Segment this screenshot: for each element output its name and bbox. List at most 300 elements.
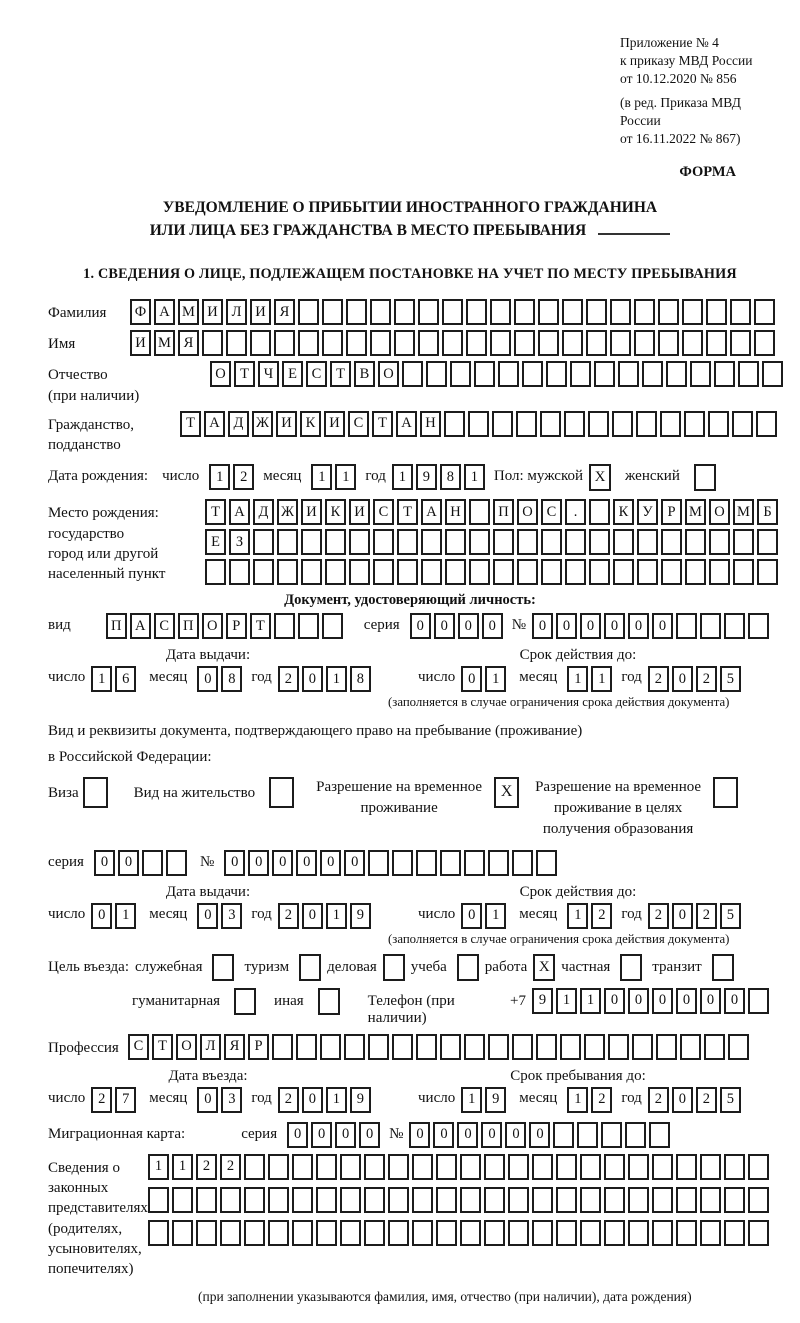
char-cell[interactable]	[658, 299, 679, 325]
char-cell[interactable]: 0	[676, 988, 697, 1014]
char-cell[interactable]	[604, 1220, 625, 1246]
female-checkbox[interactable]	[694, 464, 716, 491]
char-cell[interactable]	[325, 529, 346, 555]
char-cell[interactable]: 2	[278, 1087, 299, 1113]
char-cell[interactable]	[680, 1034, 701, 1060]
char-cell[interactable]	[762, 361, 783, 387]
char-cell[interactable]	[584, 1034, 605, 1060]
char-cell[interactable]	[658, 330, 679, 356]
char-cell[interactable]: С	[348, 411, 369, 437]
char-cell[interactable]: 0	[481, 1122, 502, 1148]
char-cell[interactable]: И	[202, 299, 223, 325]
char-cell[interactable]: 0	[302, 1087, 323, 1113]
char-cell[interactable]: О	[202, 613, 223, 639]
char-cell[interactable]	[652, 1187, 673, 1213]
char-cell[interactable]: 0	[197, 903, 218, 929]
char-cell[interactable]	[440, 1034, 461, 1060]
char-cell[interactable]	[202, 330, 223, 356]
temp-residence-checkbox[interactable]: X	[494, 777, 519, 808]
char-cell[interactable]: 1	[311, 464, 332, 490]
char-cell[interactable]: 0	[604, 613, 625, 639]
char-cell[interactable]: Ф	[130, 299, 151, 325]
char-cell[interactable]: Т	[250, 613, 271, 639]
char-cell[interactable]: 5	[720, 1087, 741, 1113]
residence-permit-checkbox[interactable]	[269, 777, 294, 808]
char-cell[interactable]: 2	[278, 903, 299, 929]
char-cell[interactable]	[586, 299, 607, 325]
char-cell[interactable]: 2	[696, 903, 717, 929]
char-cell[interactable]: 0	[433, 1122, 454, 1148]
temp-residence-education-checkbox[interactable]	[713, 777, 738, 808]
char-cell[interactable]: 0	[197, 1087, 218, 1113]
char-cell[interactable]: 1	[91, 666, 112, 692]
char-cell[interactable]	[426, 361, 447, 387]
char-cell[interactable]: И	[130, 330, 151, 356]
char-cell[interactable]: Е	[282, 361, 303, 387]
char-cell[interactable]: 1	[485, 903, 506, 929]
char-cell[interactable]	[586, 330, 607, 356]
char-cell[interactable]	[700, 1154, 721, 1180]
char-cell[interactable]	[148, 1187, 169, 1213]
char-cell[interactable]	[142, 850, 163, 876]
char-cell[interactable]: 1	[148, 1154, 169, 1180]
char-cell[interactable]	[493, 529, 514, 555]
char-cell[interactable]	[706, 330, 727, 356]
char-cell[interactable]	[604, 1187, 625, 1213]
char-cell[interactable]: 5	[720, 903, 741, 929]
char-cell[interactable]: А	[229, 499, 250, 525]
char-cell[interactable]	[370, 330, 391, 356]
char-cell[interactable]: А	[421, 499, 442, 525]
char-cell[interactable]: В	[354, 361, 375, 387]
char-cell[interactable]: 6	[115, 666, 136, 692]
char-cell[interactable]: Р	[248, 1034, 269, 1060]
char-cell[interactable]	[412, 1187, 433, 1213]
char-cell[interactable]	[316, 1220, 337, 1246]
char-cell[interactable]	[565, 559, 586, 585]
char-cell[interactable]	[508, 1187, 529, 1213]
purpose-work-checkbox[interactable]: X	[533, 954, 555, 981]
char-cell[interactable]	[466, 330, 487, 356]
char-cell[interactable]	[577, 1122, 598, 1148]
char-cell[interactable]	[196, 1220, 217, 1246]
char-cell[interactable]	[514, 299, 535, 325]
char-cell[interactable]: С	[373, 499, 394, 525]
char-cell[interactable]	[344, 1034, 365, 1060]
char-cell[interactable]: 2	[648, 666, 669, 692]
char-cell[interactable]	[613, 559, 634, 585]
char-cell[interactable]	[556, 1154, 577, 1180]
char-cell[interactable]	[508, 1154, 529, 1180]
char-cell[interactable]: 9	[532, 988, 553, 1014]
char-cell[interactable]	[364, 1220, 385, 1246]
char-cell[interactable]: 1	[464, 464, 485, 490]
char-cell[interactable]: М	[178, 299, 199, 325]
char-cell[interactable]	[532, 1187, 553, 1213]
char-cell[interactable]: И	[349, 499, 370, 525]
char-cell[interactable]: Т	[234, 361, 255, 387]
char-cell[interactable]: З	[229, 529, 250, 555]
char-cell[interactable]	[676, 1187, 697, 1213]
char-cell[interactable]: 0	[652, 988, 673, 1014]
char-cell[interactable]	[394, 330, 415, 356]
char-cell[interactable]	[610, 330, 631, 356]
char-cell[interactable]	[700, 613, 721, 639]
char-cell[interactable]	[748, 1154, 769, 1180]
char-cell[interactable]	[704, 1034, 725, 1060]
char-cell[interactable]: О	[176, 1034, 197, 1060]
char-cell[interactable]: О	[210, 361, 231, 387]
char-cell[interactable]: 0	[224, 850, 245, 876]
char-cell[interactable]	[492, 411, 513, 437]
purpose-tourism-checkbox[interactable]	[299, 954, 321, 981]
char-cell[interactable]	[268, 1154, 289, 1180]
char-cell[interactable]	[652, 1220, 673, 1246]
char-cell[interactable]: М	[154, 330, 175, 356]
char-cell[interactable]: Ж	[252, 411, 273, 437]
char-cell[interactable]: 1	[392, 464, 413, 490]
char-cell[interactable]	[292, 1220, 313, 1246]
char-cell[interactable]	[757, 529, 778, 555]
char-cell[interactable]	[220, 1220, 241, 1246]
char-cell[interactable]	[488, 1034, 509, 1060]
char-cell[interactable]: 0	[482, 613, 503, 639]
char-cell[interactable]: Ч	[258, 361, 279, 387]
char-cell[interactable]	[402, 361, 423, 387]
char-cell[interactable]	[316, 1187, 337, 1213]
char-cell[interactable]	[244, 1154, 265, 1180]
char-cell[interactable]: 2	[696, 1087, 717, 1113]
char-cell[interactable]	[656, 1034, 677, 1060]
char-cell[interactable]	[464, 1034, 485, 1060]
char-cell[interactable]	[450, 361, 471, 387]
char-cell[interactable]: 1	[326, 666, 347, 692]
char-cell[interactable]	[730, 330, 751, 356]
char-cell[interactable]	[460, 1154, 481, 1180]
char-cell[interactable]	[588, 411, 609, 437]
char-cell[interactable]: Л	[226, 299, 247, 325]
char-cell[interactable]	[322, 613, 343, 639]
char-cell[interactable]	[676, 1220, 697, 1246]
char-cell[interactable]	[564, 411, 585, 437]
char-cell[interactable]: 1	[567, 903, 588, 929]
purpose-transit-checkbox[interactable]	[712, 954, 734, 981]
char-cell[interactable]: 2	[696, 666, 717, 692]
char-cell[interactable]: 8	[440, 464, 461, 490]
char-cell[interactable]: С	[541, 499, 562, 525]
char-cell[interactable]	[738, 361, 759, 387]
char-cell[interactable]	[490, 299, 511, 325]
char-cell[interactable]: 0	[287, 1122, 308, 1148]
purpose-study-checkbox[interactable]	[457, 954, 479, 981]
char-cell[interactable]	[560, 1034, 581, 1060]
char-cell[interactable]	[445, 529, 466, 555]
char-cell[interactable]: Т	[180, 411, 201, 437]
char-cell[interactable]: С	[128, 1034, 149, 1060]
visa-checkbox[interactable]	[83, 777, 108, 808]
char-cell[interactable]	[666, 361, 687, 387]
char-cell[interactable]: Ж	[277, 499, 298, 525]
char-cell[interactable]: У	[637, 499, 658, 525]
char-cell[interactable]	[340, 1154, 361, 1180]
char-cell[interactable]	[676, 613, 697, 639]
char-cell[interactable]: 5	[720, 666, 741, 692]
char-cell[interactable]: Т	[330, 361, 351, 387]
char-cell[interactable]	[634, 299, 655, 325]
char-cell[interactable]: 1	[172, 1154, 193, 1180]
char-cell[interactable]: 1	[485, 666, 506, 692]
char-cell[interactable]	[706, 299, 727, 325]
char-cell[interactable]	[540, 411, 561, 437]
char-cell[interactable]: 9	[350, 903, 371, 929]
char-cell[interactable]	[553, 1122, 574, 1148]
char-cell[interactable]: 1	[326, 903, 347, 929]
char-cell[interactable]	[346, 330, 367, 356]
char-cell[interactable]	[748, 1187, 769, 1213]
char-cell[interactable]	[320, 1034, 341, 1060]
char-cell[interactable]	[484, 1154, 505, 1180]
char-cell[interactable]	[690, 361, 711, 387]
char-cell[interactable]: И	[276, 411, 297, 437]
char-cell[interactable]	[394, 299, 415, 325]
char-cell[interactable]	[565, 529, 586, 555]
char-cell[interactable]: 2	[648, 903, 669, 929]
char-cell[interactable]: 2	[220, 1154, 241, 1180]
char-cell[interactable]	[546, 361, 567, 387]
char-cell[interactable]	[418, 299, 439, 325]
char-cell[interactable]: П	[106, 613, 127, 639]
char-cell[interactable]	[460, 1220, 481, 1246]
char-cell[interactable]	[562, 299, 583, 325]
char-cell[interactable]	[346, 299, 367, 325]
char-cell[interactable]	[757, 559, 778, 585]
char-cell[interactable]: 0	[320, 850, 341, 876]
char-cell[interactable]: Я	[274, 299, 295, 325]
char-cell[interactable]	[700, 1187, 721, 1213]
char-cell[interactable]: 0	[556, 613, 577, 639]
char-cell[interactable]	[196, 1187, 217, 1213]
char-cell[interactable]	[676, 1154, 697, 1180]
char-cell[interactable]	[468, 411, 489, 437]
char-cell[interactable]: 0	[652, 613, 673, 639]
char-cell[interactable]: К	[325, 499, 346, 525]
char-cell[interactable]: 1	[326, 1087, 347, 1113]
char-cell[interactable]	[682, 330, 703, 356]
char-cell[interactable]	[628, 1220, 649, 1246]
char-cell[interactable]	[730, 299, 751, 325]
char-cell[interactable]: Т	[205, 499, 226, 525]
char-cell[interactable]	[748, 1220, 769, 1246]
char-cell[interactable]: 2	[91, 1087, 112, 1113]
char-cell[interactable]	[436, 1154, 457, 1180]
char-cell[interactable]: О	[517, 499, 538, 525]
char-cell[interactable]	[684, 411, 705, 437]
char-cell[interactable]	[466, 299, 487, 325]
char-cell[interactable]: 0	[672, 1087, 693, 1113]
char-cell[interactable]: 2	[591, 1087, 612, 1113]
char-cell[interactable]: 1	[567, 1087, 588, 1113]
char-cell[interactable]: 1	[115, 903, 136, 929]
char-cell[interactable]	[517, 529, 538, 555]
char-cell[interactable]	[349, 529, 370, 555]
char-cell[interactable]	[541, 559, 562, 585]
char-cell[interactable]	[733, 559, 754, 585]
char-cell[interactable]: 0	[197, 666, 218, 692]
char-cell[interactable]	[754, 330, 775, 356]
char-cell[interactable]	[442, 299, 463, 325]
char-cell[interactable]: К	[300, 411, 321, 437]
char-cell[interactable]	[661, 559, 682, 585]
char-cell[interactable]	[373, 529, 394, 555]
char-cell[interactable]	[601, 1122, 622, 1148]
char-cell[interactable]	[322, 299, 343, 325]
char-cell[interactable]: Е	[205, 529, 226, 555]
char-cell[interactable]	[682, 299, 703, 325]
char-cell[interactable]	[392, 1034, 413, 1060]
char-cell[interactable]	[268, 1187, 289, 1213]
char-cell[interactable]: 0	[724, 988, 745, 1014]
char-cell[interactable]: Т	[152, 1034, 173, 1060]
char-cell[interactable]	[608, 1034, 629, 1060]
char-cell[interactable]: 0	[344, 850, 365, 876]
char-cell[interactable]: Н	[420, 411, 441, 437]
char-cell[interactable]: 0	[410, 613, 431, 639]
char-cell[interactable]	[488, 850, 509, 876]
char-cell[interactable]	[589, 529, 610, 555]
char-cell[interactable]: И	[301, 499, 322, 525]
char-cell[interactable]: А	[204, 411, 225, 437]
char-cell[interactable]	[412, 1220, 433, 1246]
char-cell[interactable]	[229, 559, 250, 585]
char-cell[interactable]: Л	[200, 1034, 221, 1060]
char-cell[interactable]	[469, 499, 490, 525]
char-cell[interactable]	[250, 330, 271, 356]
char-cell[interactable]	[253, 559, 274, 585]
char-cell[interactable]: К	[613, 499, 634, 525]
char-cell[interactable]	[652, 1154, 673, 1180]
char-cell[interactable]	[397, 529, 418, 555]
char-cell[interactable]	[538, 299, 559, 325]
char-cell[interactable]	[205, 559, 226, 585]
char-cell[interactable]: 0	[457, 1122, 478, 1148]
char-cell[interactable]: 0	[91, 903, 112, 929]
char-cell[interactable]	[522, 361, 543, 387]
char-cell[interactable]	[301, 529, 322, 555]
char-cell[interactable]: .	[565, 499, 586, 525]
char-cell[interactable]: 0	[458, 613, 479, 639]
char-cell[interactable]	[562, 330, 583, 356]
char-cell[interactable]	[392, 850, 413, 876]
char-cell[interactable]	[580, 1187, 601, 1213]
char-cell[interactable]	[714, 361, 735, 387]
char-cell[interactable]	[532, 1154, 553, 1180]
char-cell[interactable]: Д	[253, 499, 274, 525]
char-cell[interactable]: 2	[648, 1087, 669, 1113]
char-cell[interactable]	[277, 559, 298, 585]
char-cell[interactable]: А	[396, 411, 417, 437]
char-cell[interactable]: 0	[302, 903, 323, 929]
char-cell[interactable]	[340, 1220, 361, 1246]
char-cell[interactable]: Т	[397, 499, 418, 525]
char-cell[interactable]	[536, 850, 557, 876]
char-cell[interactable]: 0	[461, 666, 482, 692]
char-cell[interactable]: 0	[529, 1122, 550, 1148]
char-cell[interactable]	[618, 361, 639, 387]
char-cell[interactable]	[148, 1220, 169, 1246]
char-cell[interactable]: С	[154, 613, 175, 639]
char-cell[interactable]	[728, 1034, 749, 1060]
char-cell[interactable]: 0	[604, 988, 625, 1014]
char-cell[interactable]	[416, 850, 437, 876]
char-cell[interactable]	[172, 1187, 193, 1213]
char-cell[interactable]	[292, 1154, 313, 1180]
male-checkbox[interactable]: X	[589, 464, 611, 491]
char-cell[interactable]: 0	[311, 1122, 332, 1148]
char-cell[interactable]	[220, 1187, 241, 1213]
char-cell[interactable]	[541, 529, 562, 555]
char-cell[interactable]	[536, 1034, 557, 1060]
char-cell[interactable]	[460, 1187, 481, 1213]
char-cell[interactable]	[484, 1187, 505, 1213]
char-cell[interactable]	[636, 411, 657, 437]
char-cell[interactable]	[724, 1187, 745, 1213]
char-cell[interactable]	[172, 1220, 193, 1246]
char-cell[interactable]	[724, 1154, 745, 1180]
char-cell[interactable]: 0	[359, 1122, 380, 1148]
char-cell[interactable]	[556, 1220, 577, 1246]
char-cell[interactable]	[708, 411, 729, 437]
char-cell[interactable]: О	[378, 361, 399, 387]
char-cell[interactable]	[589, 499, 610, 525]
char-cell[interactable]	[613, 529, 634, 555]
char-cell[interactable]	[484, 1220, 505, 1246]
char-cell[interactable]	[514, 330, 535, 356]
char-cell[interactable]	[637, 559, 658, 585]
char-cell[interactable]: П	[493, 499, 514, 525]
char-cell[interactable]	[296, 1034, 317, 1060]
char-cell[interactable]	[444, 411, 465, 437]
char-cell[interactable]	[733, 529, 754, 555]
char-cell[interactable]: Н	[445, 499, 466, 525]
char-cell[interactable]	[660, 411, 681, 437]
char-cell[interactable]: 3	[221, 1087, 242, 1113]
char-cell[interactable]	[709, 529, 730, 555]
char-cell[interactable]: Б	[757, 499, 778, 525]
char-cell[interactable]	[754, 299, 775, 325]
char-cell[interactable]	[516, 411, 537, 437]
char-cell[interactable]	[556, 1187, 577, 1213]
char-cell[interactable]	[416, 1034, 437, 1060]
char-cell[interactable]	[436, 1220, 457, 1246]
char-cell[interactable]: 2	[233, 464, 254, 490]
char-cell[interactable]: Д	[228, 411, 249, 437]
char-cell[interactable]	[368, 1034, 389, 1060]
char-cell[interactable]	[226, 330, 247, 356]
char-cell[interactable]	[748, 613, 769, 639]
char-cell[interactable]	[498, 361, 519, 387]
char-cell[interactable]: А	[154, 299, 175, 325]
char-cell[interactable]	[628, 1154, 649, 1180]
char-cell[interactable]	[538, 330, 559, 356]
char-cell[interactable]: 0	[672, 903, 693, 929]
char-cell[interactable]: 0	[302, 666, 323, 692]
char-cell[interactable]	[268, 1220, 289, 1246]
char-cell[interactable]	[397, 559, 418, 585]
char-cell[interactable]: 1	[335, 464, 356, 490]
char-cell[interactable]: 2	[278, 666, 299, 692]
char-cell[interactable]	[469, 529, 490, 555]
char-cell[interactable]	[298, 613, 319, 639]
